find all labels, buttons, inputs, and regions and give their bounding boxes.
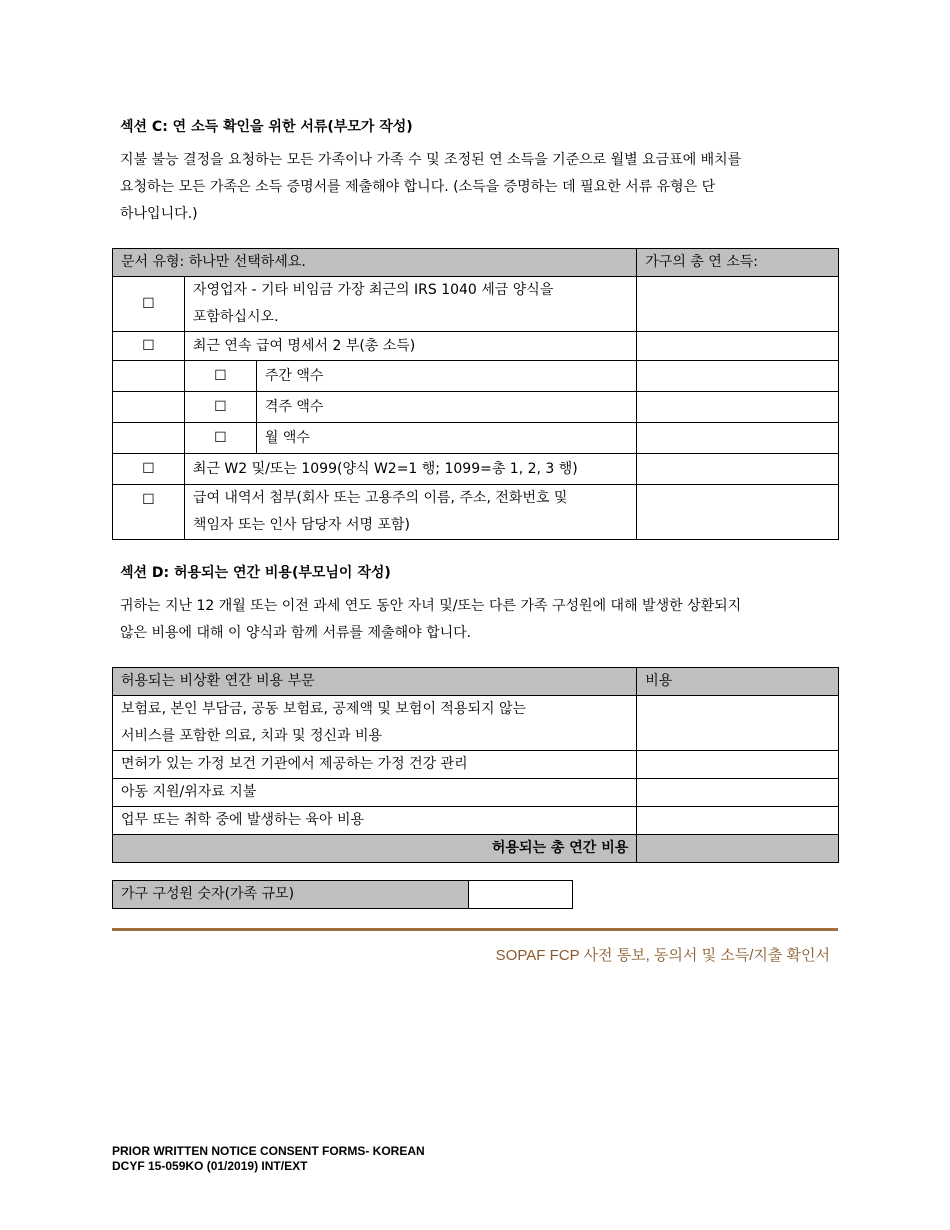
- household-size-input[interactable]: [469, 881, 573, 909]
- expense-line: 보험료, 본인 부담금, 공동 보험료, 공제액 및 보험이 적용되지 않는: [121, 701, 527, 717]
- footer-divider: [112, 928, 838, 931]
- section-c-heading: 섹션 C: 연 소득 확인을 위한 서류(부모가 작성): [120, 119, 413, 135]
- household-size-table: [112, 880, 573, 909]
- household-size-label: 가구 구성원 숫자(가족 규모): [113, 881, 469, 909]
- option-payroll-statement: [184, 485, 636, 540]
- checkbox-biweekly[interactable]: ☐: [184, 392, 256, 423]
- form-title: SOPAF FCP 사전 통보, 동의서 및 소득/지출 확인서: [495, 947, 830, 964]
- form-number: DCYF 15-059KO (01/2019) INT/EXT: [112, 1159, 308, 1173]
- option-line: 급여 내역서 첨부(회사 또는 고용주의 이름, 주소, 전화번호 및: [192, 490, 568, 506]
- income-cell[interactable]: [637, 277, 839, 332]
- paragraph-line: 지불 불능 결정을 요청하는 모든 가족이나 가족 수 및 조정된 연 소득을 기준으로 월별 요금표에 배치를: [120, 152, 742, 168]
- paragraph-line: 하나입니다.): [120, 206, 198, 222]
- checkbox-monthly[interactable]: ☐: [184, 423, 256, 454]
- income-cell[interactable]: [637, 392, 839, 423]
- empty-cell: [113, 392, 185, 423]
- checkbox-pay-stubs[interactable]: ☐: [113, 332, 185, 361]
- paragraph-line: 요청하는 모든 가족은 소득 증명서를 제출해야 합니다. (소득을 증명하는 데 필요한 서류 유형은 단: [120, 179, 716, 195]
- expense-medical: [113, 696, 637, 751]
- income-cell[interactable]: [637, 485, 839, 540]
- cost-cell[interactable]: [637, 807, 839, 835]
- checkbox-payroll-statement[interactable]: ☐: [113, 485, 185, 540]
- expense-line: 서비스를 포함한 의료, 치과 및 정신과 비용: [121, 728, 383, 744]
- income-cell[interactable]: [637, 361, 839, 392]
- form-name: PRIOR WRITTEN NOTICE CONSENT FORMS- KOREAN: [112, 1144, 425, 1158]
- cost-cell[interactable]: [637, 779, 839, 807]
- allowable-expenses-table: [112, 667, 839, 863]
- income-cell[interactable]: [637, 454, 839, 485]
- section-c-paragraph: [120, 147, 820, 228]
- table-header-document-type: 문서 유형: 하나만 선택하세요.: [113, 249, 637, 277]
- option-self-employed: [184, 277, 636, 332]
- option-biweekly: 격주 액수: [256, 392, 636, 423]
- option-monthly: 월 액수: [256, 423, 636, 454]
- income-cell[interactable]: [637, 423, 839, 454]
- option-weekly: 주간 액수: [256, 361, 636, 392]
- cost-cell[interactable]: [637, 696, 839, 751]
- option-line: 포함하십시오.: [192, 309, 279, 325]
- paragraph-line: 않은 비용에 대해 이 양식과 함께 서류를 제출해야 합니다.: [120, 625, 472, 641]
- section-d-paragraph: [120, 593, 820, 647]
- empty-cell: [113, 361, 185, 392]
- checkbox-w2-1099[interactable]: ☐: [113, 454, 185, 485]
- checkbox-weekly[interactable]: ☐: [184, 361, 256, 392]
- total-expenses-label: 허용되는 총 연간 비용: [113, 835, 637, 863]
- paragraph-line: 귀하는 지난 12 개월 또는 이전 과세 연도 동안 자녀 및/또는 다른 가족 구성원에 대해 발생한 상환되지: [120, 598, 742, 614]
- cost-cell[interactable]: [637, 751, 839, 779]
- table-header-expense-category: 허용되는 비상환 연간 비용 부문: [113, 668, 637, 696]
- table-header-total-income: 가구의 총 연 소득:: [637, 249, 839, 277]
- empty-cell: [113, 423, 185, 454]
- option-line: 자영업자 - 기타 비임금 가장 최근의 IRS 1040 세금 양식을: [192, 282, 554, 298]
- total-cost-cell[interactable]: [637, 835, 839, 863]
- income-documents-table: [112, 248, 839, 540]
- section-d-heading: 섹션 D: 허용되는 연간 비용(부모님이 작성): [120, 565, 391, 581]
- option-w2-1099: 최근 W2 및/또는 1099(양식 W2=1 행; 1099=총 1, 2, 3 행): [184, 454, 636, 485]
- income-cell[interactable]: [637, 332, 839, 361]
- expense-child-care: 업무 또는 취학 중에 발생하는 육아 비용: [113, 807, 637, 835]
- table-header-cost: 비용: [637, 668, 839, 696]
- checkbox-self-employed[interactable]: ☐: [113, 277, 185, 332]
- expense-home-health: 면허가 있는 가정 보건 기관에서 제공하는 가정 건강 관리: [113, 751, 637, 779]
- option-line: 책임자 또는 인사 담당자 서명 포함): [192, 517, 410, 533]
- expense-child-support: 아동 지원/위자료 지불: [113, 779, 637, 807]
- option-pay-stubs: 최근 연속 급여 명세서 2 부(총 소득): [184, 332, 636, 361]
